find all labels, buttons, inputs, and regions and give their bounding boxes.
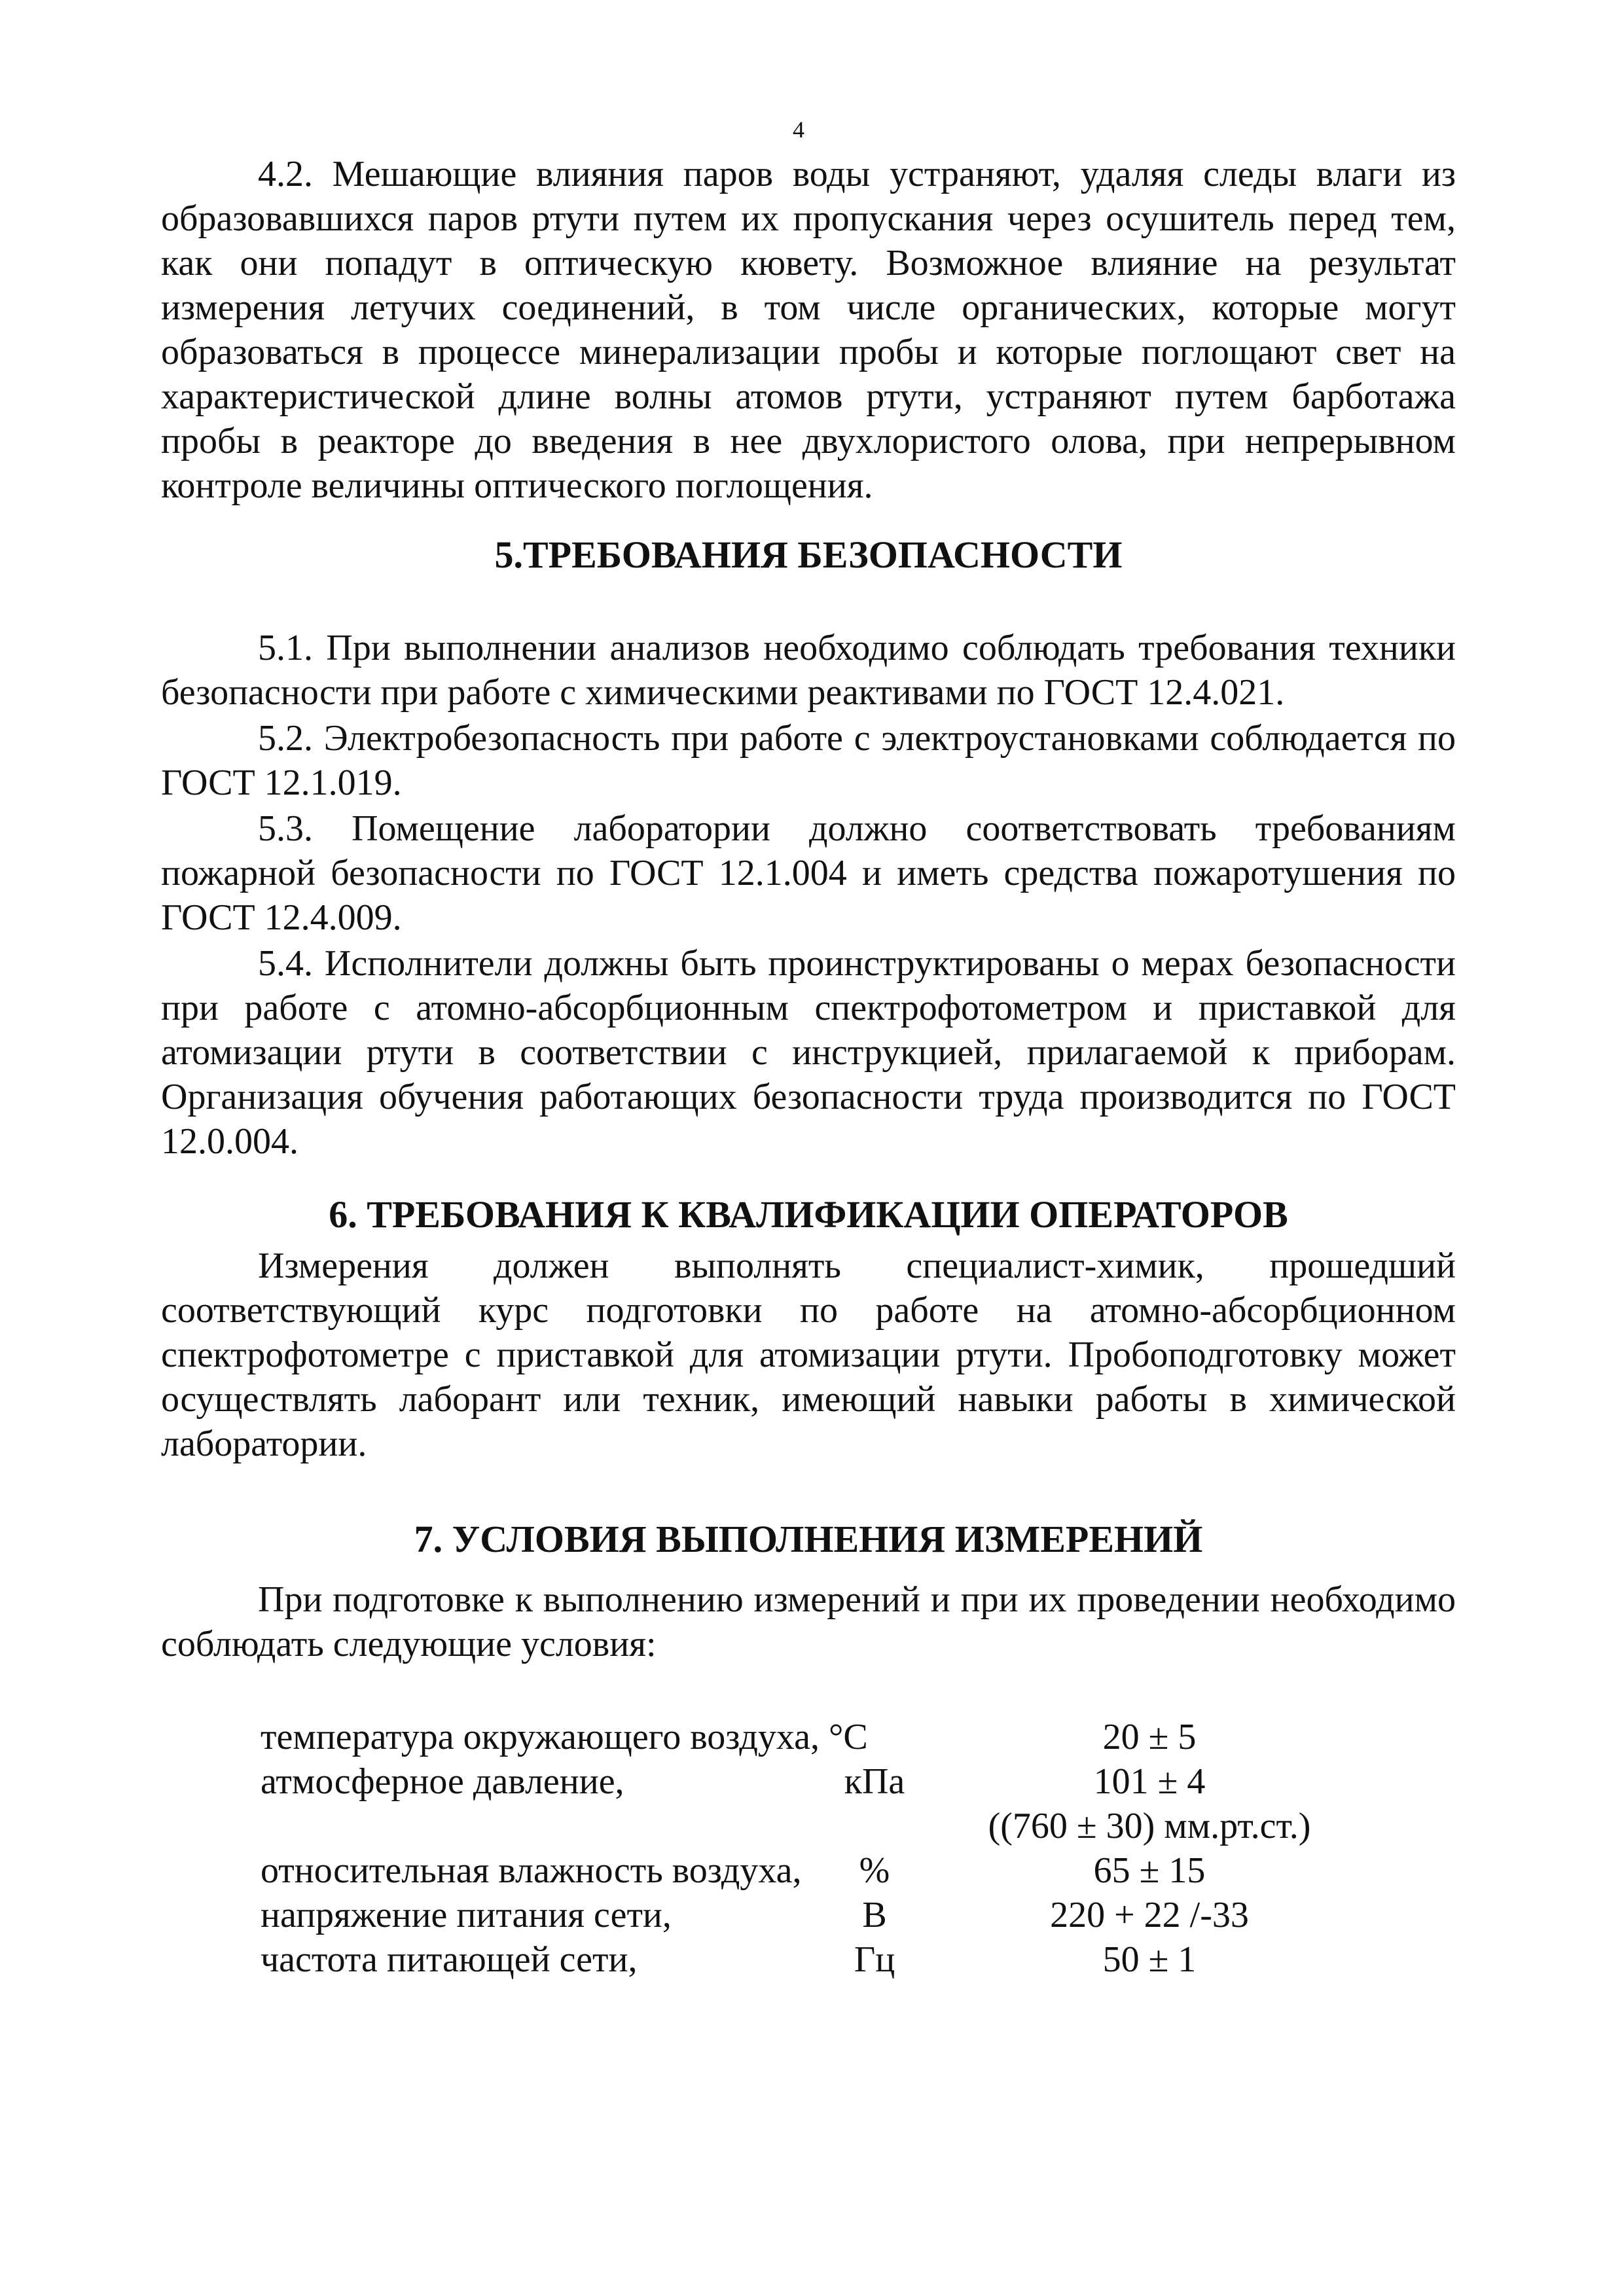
condition-unit: В	[862, 1895, 887, 1935]
section-7-title: 7. УСЛОВИЯ ВЫПОЛНЕНИЯ ИЗМЕРЕНИЙ	[414, 1518, 1203, 1560]
condition-name: частота питающей сети,	[261, 1939, 638, 1980]
condition-value: 50 ± 1	[1102, 1939, 1197, 1980]
section-5-title: 5.ТРЕБОВАНИЯ БЕЗОПАСНОСТИ	[494, 533, 1123, 576]
condition-value: 101 ± 4	[1093, 1761, 1206, 1802]
section-4-block	[161, 152, 1456, 509]
condition-row	[261, 1759, 1373, 1804]
condition-value: 220 + 22 /-33	[1050, 1895, 1249, 1935]
condition-row	[261, 1937, 1373, 1982]
section-5-body	[161, 626, 1456, 1165]
section-7-body	[161, 1577, 1456, 1668]
conditions-table	[261, 1715, 1373, 1982]
condition-unit: Гц	[854, 1939, 895, 1980]
section-6-title: 6. ТРЕБОВАНИЯ К КВАЛИФИКАЦИИ ОПЕРАТОРОВ	[329, 1193, 1288, 1236]
paragraph-5-2: 5.2. Электробезопасность при работе с электроустановками соблюдается по ГОСТ 12.1.019.	[161, 718, 1456, 803]
paragraph-7-1: При подготовке к выполнению измерений и при их проведении необходимо соблюдать следующие условия:	[161, 1579, 1456, 1664]
condition-row	[261, 1804, 1373, 1848]
section-5-block	[161, 531, 1456, 579]
condition-name: напряжение питания сети,	[261, 1895, 672, 1935]
section-6-block	[161, 1191, 1456, 1238]
condition-name: относительная влажность воздуха,	[261, 1850, 802, 1891]
condition-unit: %	[859, 1850, 890, 1891]
section-7-block	[161, 1516, 1456, 1563]
condition-unit: кПа	[844, 1761, 905, 1802]
condition-name: атмосферное давление,	[261, 1761, 624, 1802]
paragraph-6-1: Измерения должен выполнять специалист-химик, прошедший соответствующий курс подготовки по работе на атомно-абсорбционном спектрофотометре с приставкой для атомизации ртути. Пробоподготовку может осуществлять лаборант или техник, имеющий навыки работы в химической лаборатории.	[161, 1246, 1456, 1464]
paragraph-5-4: 5.4. Исполнители должны быть проинструктированы о мерах безопасности при работе с атомно-абсорбционным спектрофотометром и приставкой для атомизации ртути в соответствии с инструкцией, прилагаемой к приборам. Организация обучения работающих безопасности труда производится по ГОСТ 12.0.004.	[161, 943, 1456, 1162]
condition-row	[261, 1893, 1373, 1937]
paragraph-5-3: 5.3. Помещение лаборатории должно соответствовать требованиям пожарной безопасности по ГОСТ 12.1.004 и иметь средства пожаротушения по ГОСТ 12.4.009.	[161, 808, 1456, 938]
paragraph-4-2: 4.2. Мешающие влияния паров воды устраняют, удаляя следы влаги из образовавшихся паров ртути путем их пропускания через осушитель перед тем, как они попадут в оптическую кювету. Возможное влияние на результат измерения летучих соединений, в том числе органических, которые могут образоваться в процессе минерализации пробы и которые поглощают свет на характеристической длине волны атомов ртути, устраняют путем барботажа пробы в реакторе до введения в нее двухлористого олова, при непрерывном контроле величины оптического поглощения.	[161, 154, 1456, 506]
paragraph-5-1: 5.1. При выполнении анализов необходимо соблюдать требования техники безопасности при работе с химическими реактивами по ГОСТ 12.4.021.	[161, 628, 1456, 713]
condition-name: температура окружающего воздуха, °С	[261, 1717, 868, 1757]
condition-value: ((760 ± 30) мм.рт.ст.)	[988, 1806, 1311, 1846]
section-6-body	[161, 1244, 1456, 1467]
condition-value: 20 ± 5	[1102, 1717, 1197, 1757]
condition-row	[261, 1715, 1373, 1759]
condition-row	[261, 1848, 1373, 1893]
page-number: 4	[793, 117, 804, 143]
condition-value: 65 ± 15	[1093, 1850, 1206, 1891]
